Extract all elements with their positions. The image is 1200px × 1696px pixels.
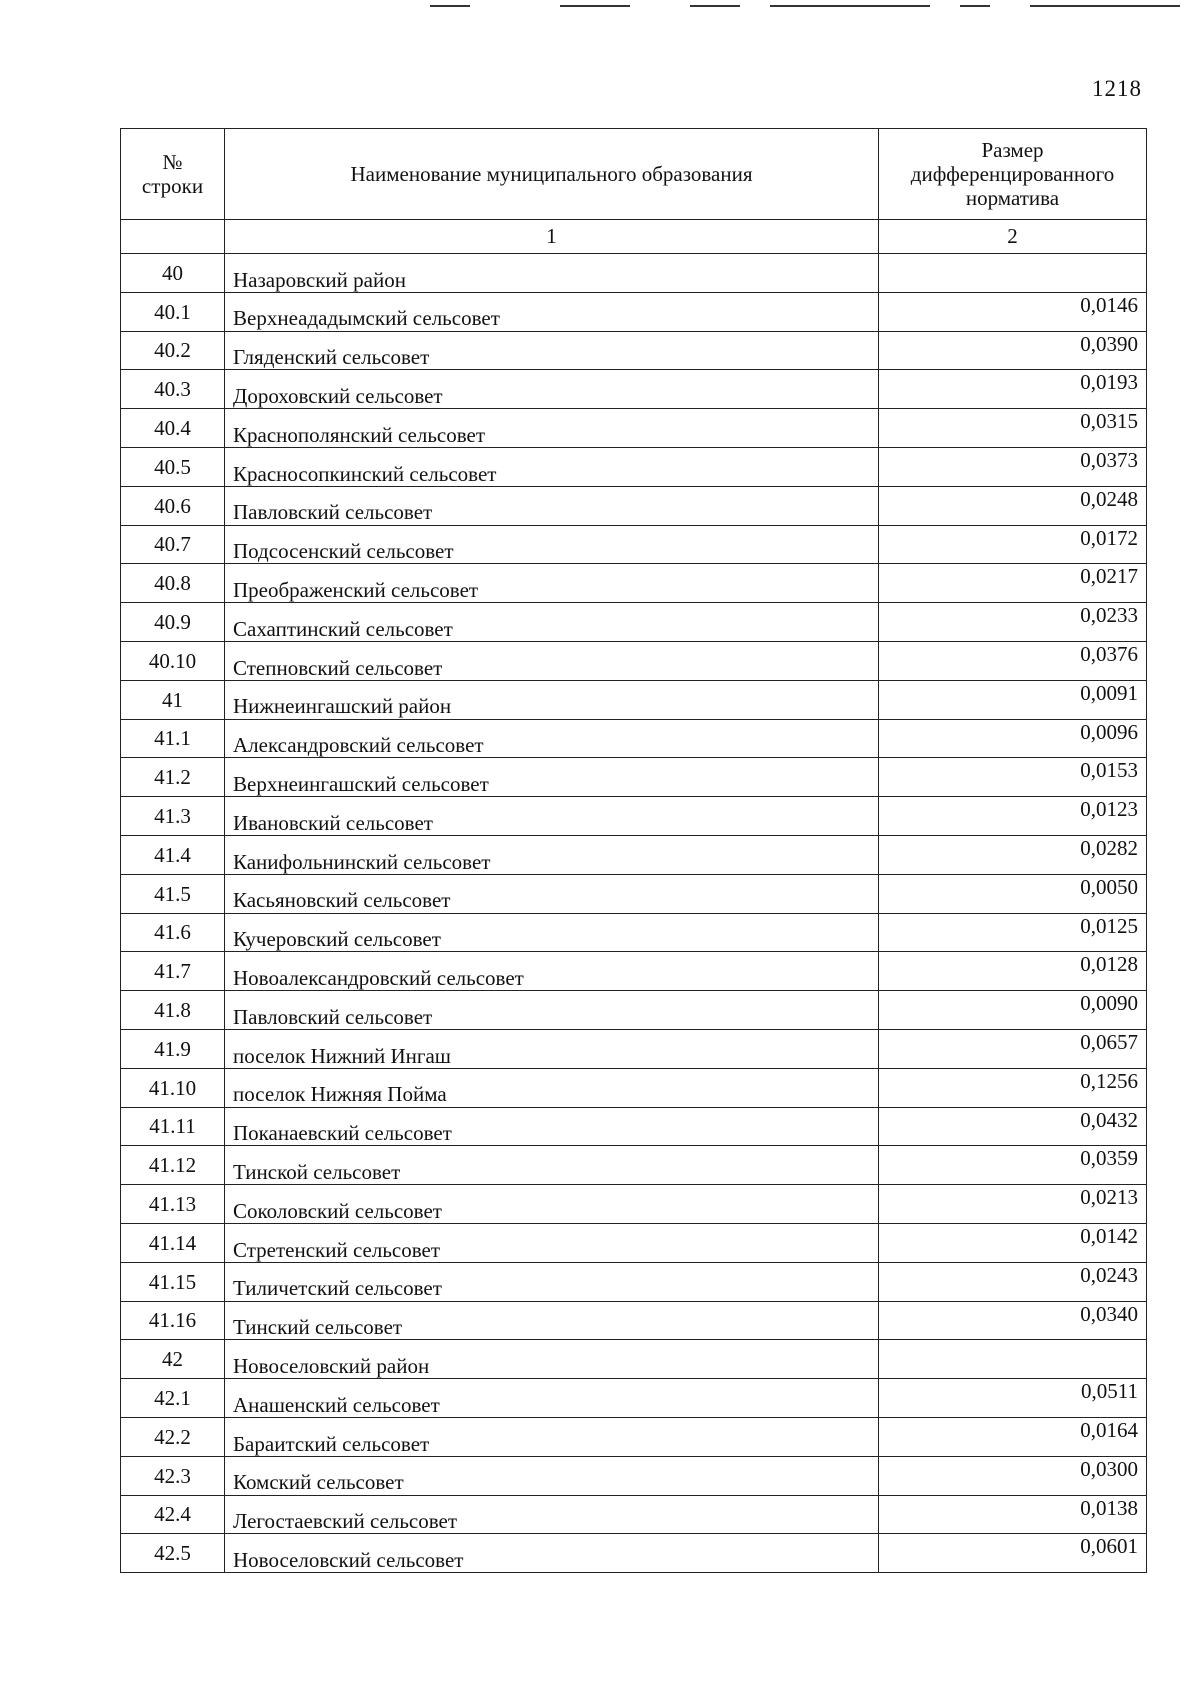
normative-value-cell: 0,0373 <box>879 447 1147 486</box>
normative-value-cell: 0,0096 <box>879 719 1147 758</box>
row-number-cell: 41.11 <box>121 1107 225 1146</box>
table-row <box>121 1107 1147 1146</box>
table-row <box>121 370 1147 409</box>
normative-value-cell: 0,0146 <box>879 292 1147 331</box>
column-index-row <box>121 220 1147 254</box>
normative-value-cell: 0,0376 <box>879 641 1147 680</box>
row-number-cell: 41.9 <box>121 1029 225 1068</box>
row-number-cell: 40.4 <box>121 409 225 448</box>
normative-value-cell: 0,0300 <box>879 1456 1147 1495</box>
normative-value-cell: 0,0315 <box>879 409 1147 448</box>
table-row <box>121 1379 1147 1418</box>
table-row <box>121 1456 1147 1495</box>
normative-value-cell: 0,0123 <box>879 797 1147 836</box>
municipality-name-cell: Анашенский сельсовет <box>225 1379 879 1418</box>
row-number-cell: 41.1 <box>121 719 225 758</box>
normative-value-cell: 0,0193 <box>879 370 1147 409</box>
table-row <box>121 1534 1147 1573</box>
normative-value-cell: 0,1256 <box>879 1068 1147 1107</box>
row-number-cell: 41 <box>121 680 225 719</box>
table-row <box>121 952 1147 991</box>
municipality-name-cell: Новоселовский район <box>225 1340 879 1379</box>
normative-value-cell: 0,0091 <box>879 680 1147 719</box>
table-row <box>121 486 1147 525</box>
table-row <box>121 254 1147 293</box>
row-number-cell: 41.5 <box>121 874 225 913</box>
row-number-cell: 42.3 <box>121 1456 225 1495</box>
normative-value-cell <box>879 1340 1147 1379</box>
table-row <box>121 1301 1147 1340</box>
municipality-name-cell: Павловский сельсовет <box>225 991 879 1030</box>
municipality-name-cell: Поканаевский сельсовет <box>225 1107 879 1146</box>
table-row <box>121 292 1147 331</box>
normative-value-cell: 0,0657 <box>879 1029 1147 1068</box>
table-row <box>121 835 1147 874</box>
row-number-cell: 41.7 <box>121 952 225 991</box>
row-number-cell: 41.15 <box>121 1262 225 1301</box>
municipality-name-cell: Дороховский сельсовет <box>225 370 879 409</box>
normative-value-cell: 0,0128 <box>879 952 1147 991</box>
normative-value-cell: 0,0153 <box>879 758 1147 797</box>
table-row <box>121 991 1147 1030</box>
row-number-cell: 41.10 <box>121 1068 225 1107</box>
row-number-cell: 41.2 <box>121 758 225 797</box>
municipality-name-cell: Сахаптинский сельсовет <box>225 603 879 642</box>
normative-value-cell: 0,0138 <box>879 1495 1147 1534</box>
scan-artifact <box>960 5 990 7</box>
municipality-name-cell: Стретенский сельсовет <box>225 1223 879 1262</box>
scan-artifact <box>1030 5 1180 7</box>
table-row <box>121 1185 1147 1224</box>
normative-value-cell: 0,0164 <box>879 1417 1147 1456</box>
municipality-name-cell: поселок Нижний Ингаш <box>225 1029 879 1068</box>
normative-value-cell: 0,0390 <box>879 331 1147 370</box>
table-row <box>121 1495 1147 1534</box>
municipality-name-cell: Кучеровский сельсовет <box>225 913 879 952</box>
municipality-name-cell: Нижнеингашский район <box>225 680 879 719</box>
table-row <box>121 1146 1147 1185</box>
row-number-cell: 40.6 <box>121 486 225 525</box>
page-number: 1218 <box>1092 76 1142 101</box>
table-row <box>121 331 1147 370</box>
normative-value-cell: 0,0213 <box>879 1185 1147 1224</box>
column-index-2: 2 <box>879 220 1147 254</box>
table-body <box>121 254 1147 1573</box>
municipality-name-cell: Тинский сельсовет <box>225 1301 879 1340</box>
column-index-1: 1 <box>225 220 879 254</box>
normative-value-cell: 0,0233 <box>879 603 1147 642</box>
municipality-name-cell: Новоселовский сельсовет <box>225 1534 879 1573</box>
table-row <box>121 758 1147 797</box>
scan-artifact <box>770 5 930 7</box>
scan-artifact <box>430 5 470 7</box>
table-row <box>121 913 1147 952</box>
municipality-name-cell: Александровский сельсовет <box>225 719 879 758</box>
header-name: Наименование муниципального образования <box>225 129 879 220</box>
normative-value-cell: 0,0340 <box>879 1301 1147 1340</box>
municipality-name-cell: Соколовский сельсовет <box>225 1185 879 1224</box>
row-number-cell: 41.4 <box>121 835 225 874</box>
table-row <box>121 1417 1147 1456</box>
table-row <box>121 1029 1147 1068</box>
row-number-cell: 41.3 <box>121 797 225 836</box>
table-row <box>121 1068 1147 1107</box>
row-number-cell: 40.7 <box>121 525 225 564</box>
normative-value-cell: 0,0432 <box>879 1107 1147 1146</box>
row-number-cell: 40.8 <box>121 564 225 603</box>
normative-value-cell: 0,0243 <box>879 1262 1147 1301</box>
normative-value-cell <box>879 254 1147 293</box>
normative-value-cell: 0,0172 <box>879 525 1147 564</box>
row-number-cell: 42.5 <box>121 1534 225 1573</box>
municipality-name-cell: Подсосенский сельсовет <box>225 525 879 564</box>
table-row <box>121 719 1147 758</box>
municipality-name-cell: Красносопкинский сельсовет <box>225 447 879 486</box>
municipality-name-cell: Канифольнинский сельсовет <box>225 835 879 874</box>
normative-value-cell: 0,0142 <box>879 1223 1147 1262</box>
row-number-cell: 41.6 <box>121 913 225 952</box>
row-number-cell: 40.5 <box>121 447 225 486</box>
municipality-name-cell: Верхнеададымский сельсовет <box>225 292 879 331</box>
table-row <box>121 641 1147 680</box>
normative-value-cell: 0,0050 <box>879 874 1147 913</box>
row-number-cell: 42 <box>121 1340 225 1379</box>
table-row <box>121 409 1147 448</box>
table-row <box>121 603 1147 642</box>
row-number-cell: 41.14 <box>121 1223 225 1262</box>
row-number-cell: 40 <box>121 254 225 293</box>
row-number-cell: 40.10 <box>121 641 225 680</box>
column-index-0 <box>121 220 225 254</box>
row-number-cell: 41.16 <box>121 1301 225 1340</box>
row-number-cell: 41.13 <box>121 1185 225 1224</box>
normative-value-cell: 0,0359 <box>879 1146 1147 1185</box>
normative-value-cell: 0,0511 <box>879 1379 1147 1418</box>
normative-value-cell: 0,0090 <box>879 991 1147 1030</box>
row-number-cell: 40.2 <box>121 331 225 370</box>
table-row <box>121 447 1147 486</box>
normative-value-cell: 0,0282 <box>879 835 1147 874</box>
row-number-cell: 42.4 <box>121 1495 225 1534</box>
row-number-cell: 40.9 <box>121 603 225 642</box>
municipality-name-cell: поселок Нижняя Пойма <box>225 1068 879 1107</box>
row-number-cell: 42.2 <box>121 1417 225 1456</box>
normative-value-cell: 0,0248 <box>879 486 1147 525</box>
municipality-name-cell: Комский сельсовет <box>225 1456 879 1495</box>
table-row <box>121 797 1147 836</box>
normatives-table <box>120 128 1147 1573</box>
table-row <box>121 1262 1147 1301</box>
table-row <box>121 874 1147 913</box>
municipality-name-cell: Павловский сельсовет <box>225 486 879 525</box>
table-row <box>121 1340 1147 1379</box>
normative-value-cell: 0,0601 <box>879 1534 1147 1573</box>
normative-value-cell: 0,0217 <box>879 564 1147 603</box>
row-number-cell: 41.12 <box>121 1146 225 1185</box>
scan-artifact <box>560 5 630 7</box>
municipality-name-cell: Тиличетский сельсовет <box>225 1262 879 1301</box>
header-row-number: № строки <box>121 129 225 220</box>
table-row <box>121 525 1147 564</box>
municipality-name-cell: Новоалександровский сельсовет <box>225 952 879 991</box>
municipality-name-cell: Бараитский сельсовет <box>225 1417 879 1456</box>
municipality-name-cell: Краснополянский сельсовет <box>225 409 879 448</box>
row-number-cell: 40.1 <box>121 292 225 331</box>
table-header-row <box>121 129 1147 220</box>
table-row <box>121 1223 1147 1262</box>
municipality-name-cell: Степновский сельсовет <box>225 641 879 680</box>
municipality-name-cell: Ивановский сельсовет <box>225 797 879 836</box>
normative-value-cell: 0,0125 <box>879 913 1147 952</box>
municipality-name-cell: Преображенский сельсовет <box>225 564 879 603</box>
row-number-cell: 41.8 <box>121 991 225 1030</box>
municipality-name-cell: Легостаевский сельсовет <box>225 1495 879 1534</box>
municipality-name-cell: Касьяновский сельсовет <box>225 874 879 913</box>
table-row <box>121 680 1147 719</box>
header-value: Размер дифференцированного норматива <box>879 129 1147 220</box>
row-number-cell: 42.1 <box>121 1379 225 1418</box>
scan-artifact <box>690 5 740 7</box>
municipality-name-cell: Тинской сельсовет <box>225 1146 879 1185</box>
municipality-name-cell: Гляденский сельсовет <box>225 331 879 370</box>
row-number-cell: 40.3 <box>121 370 225 409</box>
municipality-name-cell: Назаровский район <box>225 254 879 293</box>
municipality-name-cell: Верхнеингашский сельсовет <box>225 758 879 797</box>
table-row <box>121 564 1147 603</box>
